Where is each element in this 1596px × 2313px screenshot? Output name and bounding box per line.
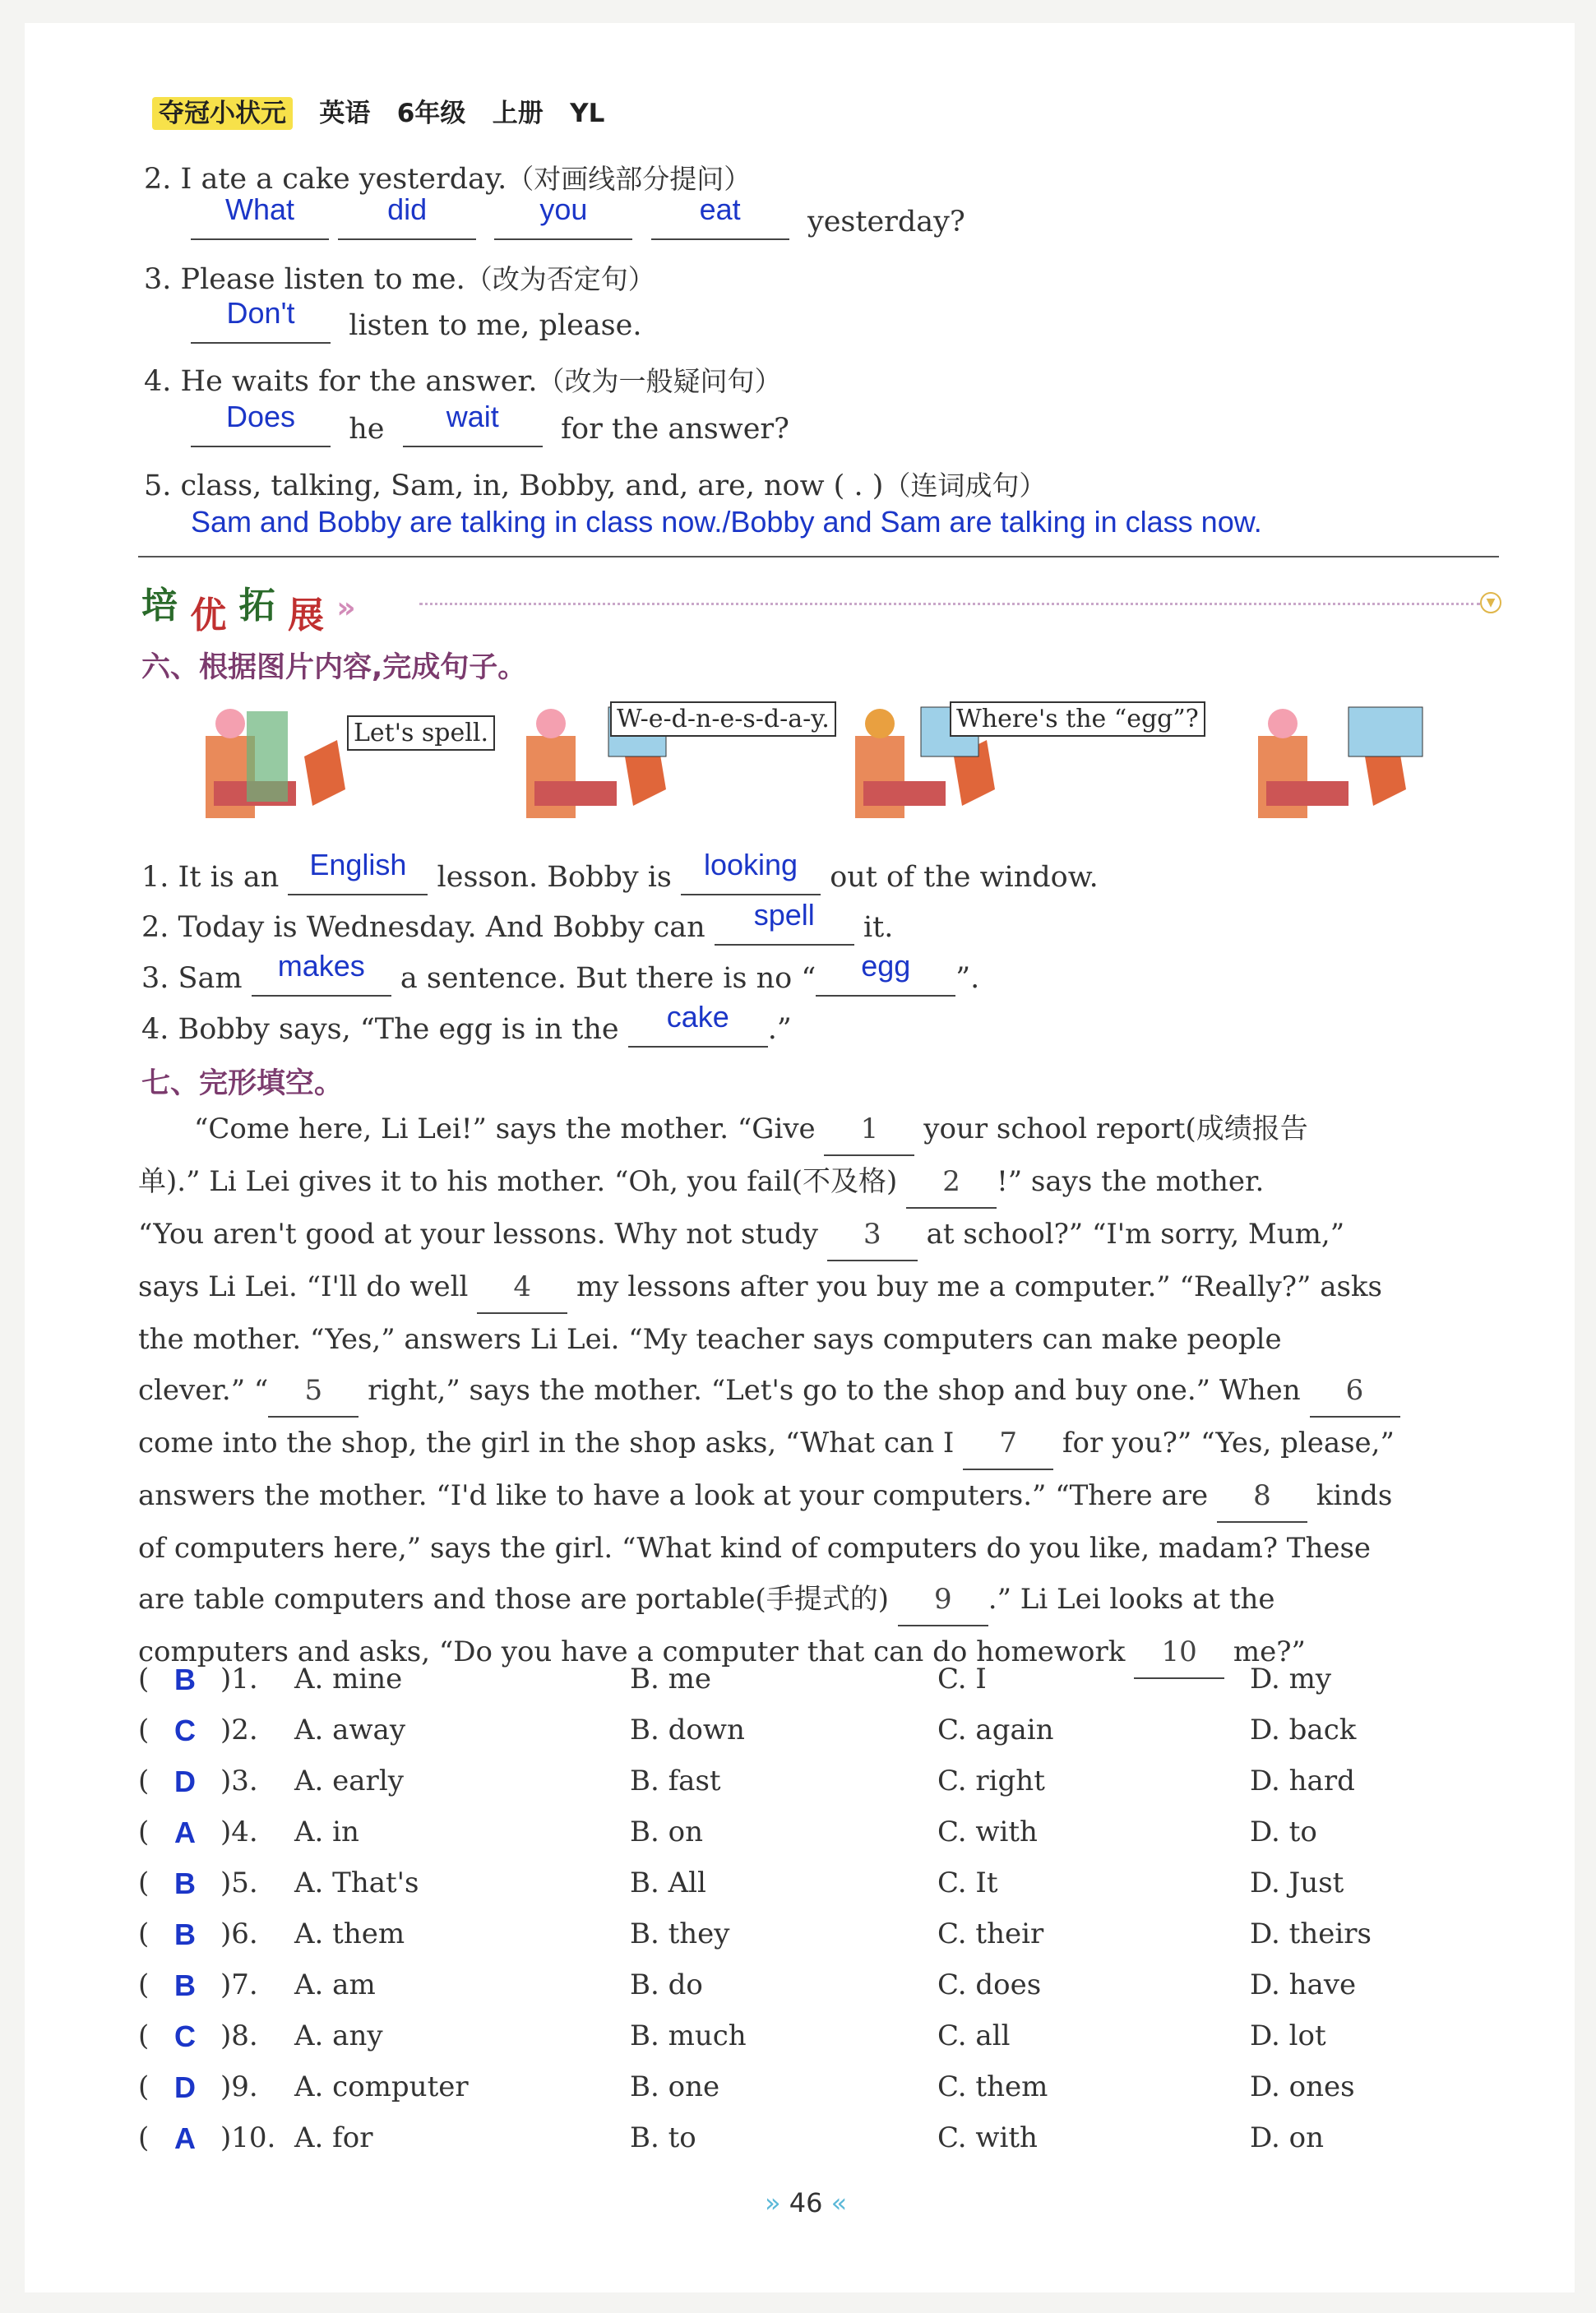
- cloze-text: the mother. “Yes,” answers Li Lei. “My teacher says computers can make people: [138, 1323, 1282, 1356]
- option-b: B. one: [630, 2070, 720, 2103]
- answer-line-4: [191, 400, 789, 447]
- choice-row: [138, 2070, 1503, 2121]
- paren-open: (: [138, 1663, 150, 1695]
- question-2: [144, 158, 751, 197]
- cloze-blank: 3: [827, 1209, 918, 1261]
- option-d: D. my: [1250, 1663, 1332, 1695]
- question-3: [144, 258, 655, 297]
- option-b: B. they: [630, 1917, 730, 1950]
- cloze-text: .” Li Lei looks at the: [988, 1583, 1275, 1616]
- answer-letter: B: [174, 1968, 196, 2002]
- option-c: C. It: [937, 1867, 998, 1899]
- blank: [191, 192, 329, 240]
- option-a: A. in: [294, 1816, 359, 1848]
- choice-row: [138, 1765, 1503, 1816]
- cloze-line: [138, 1574, 1503, 1626]
- cloze-text: for you?” “Yes, please,”: [1053, 1427, 1395, 1460]
- option-d: D. to: [1250, 1816, 1317, 1848]
- subject-label: 英语: [319, 99, 371, 128]
- answer-line-3: [191, 296, 642, 344]
- answer-letter: B: [174, 1917, 196, 1951]
- answer-q5: Sam and Bobby are talking in class now./Bobby and Sam are talking in class now.: [191, 505, 1262, 539]
- panel-4: [1258, 707, 1423, 818]
- option-c: C. their: [937, 1917, 1044, 1950]
- choices-list: [138, 1663, 1503, 2172]
- grade-label: 6年级: [396, 99, 466, 128]
- answer-letter: C: [174, 2019, 196, 2053]
- q-instruction: （连词成句）: [883, 470, 1047, 502]
- banner-char: 拓: [238, 585, 275, 627]
- blank: [651, 192, 789, 240]
- option-a: A. for: [294, 2121, 373, 2154]
- q-text: class, talking, Sam, in, Bobby, and, are, now ( . ): [180, 470, 884, 502]
- cloze-line: [138, 1209, 1503, 1261]
- option-c: C. them: [937, 2070, 1048, 2103]
- text: It is an: [178, 861, 280, 894]
- section6-sentence-2: [141, 898, 894, 946]
- paren-open: (: [138, 1714, 150, 1746]
- answer-letter: D: [174, 1765, 196, 1798]
- cloze-blank: 4: [477, 1261, 567, 1314]
- blank: [494, 192, 632, 240]
- paren-open: (: [138, 1867, 150, 1899]
- text: it.: [863, 911, 894, 944]
- option-c: C. all: [937, 2019, 1011, 2052]
- cloze-line: [138, 1523, 1503, 1574]
- cloze-blank: 10: [1134, 1626, 1224, 1679]
- q-number: 1.: [141, 861, 169, 894]
- text: out of the window.: [830, 861, 1099, 894]
- text: .”: [767, 1013, 792, 1046]
- option-d: D. on: [1250, 2121, 1325, 2154]
- option-c: C. right: [937, 1765, 1045, 1797]
- cloze-line: [138, 1365, 1503, 1418]
- choice-number: )9.: [220, 2070, 258, 2103]
- cloze-line: [138, 1470, 1503, 1523]
- cloze-text: computers and asks, “Do you have a computer that can do homework: [138, 1635, 1135, 1668]
- q-number: 4.: [144, 365, 172, 398]
- q-text: Please listen to me.: [180, 263, 465, 296]
- q-number: 3.: [141, 962, 169, 995]
- q-instruction: （改为否定句）: [465, 263, 655, 295]
- blank: [191, 400, 331, 447]
- cloze-text: come into the shop, the girl in the shop asks, “What can I: [138, 1427, 964, 1460]
- option-d: D. have: [1250, 1968, 1357, 2001]
- question-5: [144, 465, 1046, 503]
- section-7-title: 七、完形填空。: [141, 1067, 344, 1100]
- answer: Don't: [226, 296, 295, 330]
- term-label: 上册: [492, 99, 544, 128]
- cloze-line: [138, 1156, 1503, 1209]
- question-4: [144, 360, 781, 399]
- option-d: D. hard: [1250, 1765, 1355, 1797]
- cloze-text: right,” says the mother. “Let's go to the shop and buy one.” When: [359, 1374, 1310, 1407]
- text: Today is Wednesday. And Bobby can: [178, 911, 705, 944]
- paren-open: (: [138, 1917, 150, 1950]
- answer: English: [309, 848, 407, 881]
- answer-line-2: [191, 192, 965, 240]
- text: Sam: [178, 962, 243, 995]
- q-number: 2.: [141, 911, 169, 944]
- cloze-line: [138, 1261, 1503, 1314]
- choice-number: )8.: [220, 2019, 258, 2052]
- q-number: 5.: [144, 470, 172, 502]
- option-b: B. to: [630, 2121, 696, 2154]
- option-d: D. Just: [1250, 1867, 1344, 1899]
- option-b: B. All: [630, 1867, 706, 1899]
- section6-sentence-1: [141, 848, 1099, 895]
- chevron-left-icon: «: [830, 2187, 848, 2218]
- choice-number: )7.: [220, 1968, 258, 2001]
- q-instruction: （对画线部分提问）: [507, 163, 752, 195]
- paren-open: (: [138, 2121, 150, 2154]
- cloze-blank: 8: [1217, 1470, 1307, 1523]
- text: ”.: [955, 962, 980, 995]
- cloze-text: “Come here, Li Lei!” says the mother. “Give: [194, 1113, 825, 1145]
- option-c: C. with: [937, 1816, 1038, 1848]
- cloze-blank: 7: [963, 1418, 1053, 1470]
- option-c: C. again: [937, 1714, 1054, 1746]
- choice-number: )1.: [220, 1663, 258, 1695]
- option-d: D. theirs: [1250, 1917, 1372, 1950]
- edition-label: YL: [570, 99, 605, 128]
- q-number: 3.: [144, 263, 172, 296]
- cloze-blank: 9: [898, 1574, 988, 1626]
- cloze-text: my lessons after you buy me a computer.” “Really?” asks: [567, 1270, 1382, 1303]
- text: Bobby says, “The egg is in the: [178, 1013, 619, 1046]
- option-b: B. do: [630, 1968, 703, 2001]
- option-c: C. does: [937, 1968, 1042, 2001]
- blank: [252, 949, 391, 997]
- brand-label: 夺冠小状元: [152, 97, 293, 130]
- q-number: 4.: [141, 1013, 169, 1046]
- answer-letter: C: [174, 1714, 196, 1747]
- text: lesson. Bobby is: [437, 861, 672, 894]
- choice-row: [138, 2019, 1503, 2070]
- cloze-text: answers the mother. “I'd like to have a look at your computers.” “There are: [138, 1479, 1217, 1512]
- page-header: [152, 92, 604, 129]
- choice-row: [138, 2121, 1503, 2172]
- choice-row: [138, 1867, 1503, 1917]
- speech-bubble: Where's the “egg”?: [950, 701, 1205, 737]
- cloze-passage: [138, 1103, 1503, 1679]
- panel-1: [206, 709, 345, 818]
- choice-number: )3.: [220, 1765, 258, 1797]
- choice-row: [138, 1917, 1503, 1968]
- cloze-text: says Li Lei. “I'll do well: [138, 1270, 478, 1303]
- option-a: A. computer: [294, 2070, 469, 2103]
- cloze-text: 单).” Li Lei gives it to his mother. “Oh, you fail(不及格): [138, 1165, 907, 1198]
- answer: Does: [225, 400, 296, 433]
- q-text: He waits for the answer.: [180, 365, 538, 398]
- option-b: B. me: [630, 1663, 711, 1695]
- choice-number: )2.: [220, 1714, 258, 1746]
- q-text: I ate a cake yesterday.: [180, 163, 507, 196]
- choice-number: )5.: [220, 1867, 258, 1899]
- option-a: A. am: [294, 1968, 376, 2001]
- answer-letter: B: [174, 1663, 196, 1696]
- option-a: A. away: [294, 1714, 406, 1746]
- chevron-right-icon: »: [765, 2187, 781, 2218]
- banner-char: 培: [141, 585, 178, 627]
- cloze-blank: 1: [824, 1103, 914, 1156]
- chevron-right-icon: »: [336, 591, 356, 625]
- section-banner: [141, 576, 356, 636]
- answer: wait: [446, 400, 499, 433]
- choice-number: )4.: [220, 1816, 258, 1848]
- cloze-lines: [138, 1103, 1503, 1679]
- blank: [403, 400, 543, 447]
- answer: What: [224, 192, 295, 226]
- option-a: A. them: [294, 1917, 405, 1950]
- option-d: D. lot: [1250, 2019, 1326, 2052]
- option-b: B. on: [630, 1816, 703, 1848]
- cloze-blank: 6: [1310, 1365, 1400, 1418]
- cloze-text: “You aren't good at your lessons. Why not study: [138, 1218, 827, 1251]
- cloze-text: at school?” “I'm sorry, Mum,”: [917, 1218, 1345, 1251]
- cloze-text: of computers here,” says the girl. “What kind of computers do you like, madam? These: [138, 1532, 1372, 1565]
- option-b: B. much: [630, 2019, 747, 2052]
- blank: [628, 1000, 768, 1048]
- cloze-text: me?”: [1224, 1635, 1306, 1668]
- choice-row: [138, 1663, 1503, 1714]
- divider: [138, 556, 1499, 557]
- speech-bubble: W-e-d-n-e-s-d-a-y.: [610, 701, 836, 737]
- page-footer: [765, 2187, 847, 2218]
- blank: [681, 848, 821, 895]
- answer: makes: [277, 949, 365, 983]
- section6-sentence-3: [141, 949, 980, 997]
- paren-open: (: [138, 2070, 150, 2103]
- cloze-line: [138, 1418, 1503, 1470]
- answer: spell: [753, 898, 815, 932]
- page-number: 46: [789, 2187, 823, 2218]
- answer-letter: B: [174, 1867, 196, 1900]
- blank: [191, 296, 331, 344]
- cloze-line: [138, 1103, 1503, 1156]
- choice-row: [138, 1714, 1503, 1765]
- paren-open: (: [138, 2019, 150, 2052]
- banner-rule: [419, 603, 1480, 605]
- q-tail: yesterday?: [807, 206, 965, 238]
- answer-letter: A: [174, 2121, 196, 2155]
- speech-bubble: Let's spell.: [347, 715, 495, 751]
- cloze-blank: 2: [906, 1156, 997, 1209]
- option-d: D. back: [1250, 1714, 1357, 1746]
- paren-open: (: [138, 1765, 150, 1797]
- cloze-text: kinds: [1307, 1479, 1393, 1512]
- answer: you: [539, 192, 588, 226]
- option-a: A. any: [294, 2019, 383, 2052]
- blank: [338, 192, 476, 240]
- section6-sentence-4: [141, 1000, 792, 1048]
- option-b: B. down: [630, 1714, 745, 1746]
- choice-row: [138, 1968, 1503, 2019]
- answer: looking: [704, 848, 798, 881]
- q-mid: he: [349, 413, 385, 446]
- cloze-text: your school report(成绩报告: [914, 1113, 1308, 1145]
- answer: eat: [699, 192, 741, 226]
- answer: cake: [666, 1000, 729, 1034]
- text: a sentence. But there is no “: [400, 962, 817, 995]
- paren-open: (: [138, 1968, 150, 2001]
- option-b: B. fast: [630, 1765, 721, 1797]
- cloze-text: clever.” “: [138, 1374, 269, 1407]
- cloze-text: are table computers and those are portable(手提式的): [138, 1583, 898, 1616]
- paren-open: (: [138, 1816, 150, 1848]
- option-d: D. ones: [1250, 2070, 1355, 2103]
- option-c: C. with: [937, 2121, 1038, 2154]
- section-6-title: 六、根据图片内容,完成句子。: [141, 651, 527, 684]
- chevron-down-icon: ▼: [1480, 592, 1501, 613]
- choice-number: )6.: [220, 1917, 258, 1950]
- option-a: A. mine: [294, 1663, 403, 1695]
- option-c: C. I: [937, 1663, 987, 1695]
- answer: egg: [861, 949, 911, 983]
- q-instruction: （改为一般疑问句）: [537, 365, 782, 397]
- choice-row: [138, 1816, 1503, 1867]
- cloze-blank: 5: [268, 1365, 359, 1418]
- q-number: 2.: [144, 163, 172, 196]
- choices: [138, 1663, 1503, 2172]
- blank: [816, 949, 955, 997]
- q-tail: for the answer?: [561, 413, 789, 446]
- option-a: A. That's: [294, 1867, 419, 1899]
- blank: [715, 898, 854, 946]
- option-a: A. early: [294, 1765, 404, 1797]
- answer-letter: D: [174, 2070, 196, 2104]
- answer: did: [387, 192, 428, 226]
- choice-number: )10.: [220, 2121, 276, 2154]
- banner-char: 优: [190, 594, 227, 636]
- q-tail: listen to me, please.: [349, 309, 642, 342]
- answer-letter: A: [174, 1816, 196, 1849]
- banner-char: 展: [287, 594, 324, 636]
- cloze-line: [138, 1314, 1503, 1365]
- cloze-text: !” says the mother.: [997, 1165, 1265, 1198]
- blank: [288, 848, 428, 895]
